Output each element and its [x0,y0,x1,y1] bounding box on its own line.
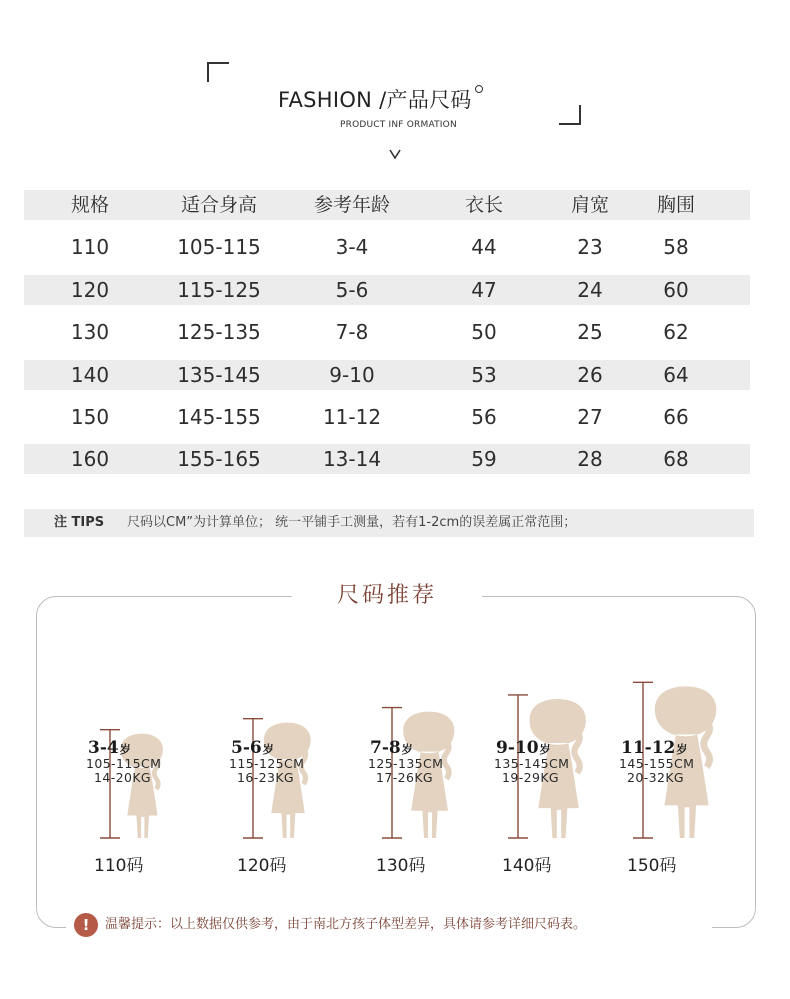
child-silhouette-icon [90,0,200,999]
table-cell: 160 [70,447,110,472]
height-range: 115-125CM [229,756,305,771]
age-unit: 岁 [676,743,688,756]
table-cell: 26 [577,362,603,387]
height-range: 135-145CM [494,756,570,771]
warning-text: 温馨提示：以上数据仅供参考，由于南北方孩子体型差异，具体请参考详细尺码表。 [105,917,587,932]
table-cell: 13-14 [322,447,382,472]
table-cell: 56 [471,404,497,429]
table-cell: 62 [663,320,689,345]
table-cell: 59 [471,447,497,472]
page-title-text: FASHION /产品尺码 [278,88,472,112]
tips-label: 注 TIPS [54,515,105,530]
table-header-cell: 适合身高 [180,194,258,216]
table-cell: 140 [70,362,110,387]
weight-range: 20-32KG [627,770,685,785]
child-silhouette-icon [617,0,727,999]
height-range: 145-155CM [619,756,695,771]
panel-title: 尺码推荐 [336,583,437,608]
table-cell: 155-165 [177,447,261,472]
table-cell: 9-10 [329,362,375,387]
table-cell: 110 [70,235,110,260]
table-header-cell: 肩宽 [570,194,610,216]
table-cell: 58 [663,235,689,260]
child-silhouette-icon [231,0,341,999]
page-subtitle: PRODUCT INF ORMATION [340,120,457,130]
table-cell: 135-145 [177,362,261,387]
table-cell: 105-115 [177,235,261,260]
table-cell: 50 [471,320,497,345]
table-header-cell: 规格 [70,194,110,216]
table-header-cell: 参考年龄 [313,194,391,216]
table-cell: 11-12 [322,404,382,429]
table-cell: 115-125 [177,277,261,302]
age-range: 3-4 [88,738,119,758]
weight-range: 16-23KG [237,770,295,785]
table-header-cell: 衣长 [464,194,504,216]
age-unit: 岁 [401,743,413,756]
table-cell: 130 [70,320,110,345]
corner-bracket-top-left [207,62,229,82]
height-range: 105-115CM [86,756,162,771]
height-range: 125-135CM [368,756,444,771]
table-cell: 66 [663,404,689,429]
size-code: 120码 [237,856,287,876]
table-cell: 47 [471,277,497,302]
table-cell: 64 [663,362,689,387]
exclamation-icon: ! [74,913,98,937]
table-cell: 27 [577,404,603,429]
size-code: 130码 [376,856,426,876]
weight-range: 19-29KG [502,770,560,785]
table-header-cell: 胸围 [656,194,696,216]
table-cell: 3-4 [335,235,369,260]
table-cell: 23 [577,235,603,260]
table-cell: 25 [577,320,603,345]
table-cell: 7-8 [335,320,369,345]
age-range: 7-8 [370,738,401,758]
table-cell: 28 [577,447,603,472]
table-cell: 53 [471,362,497,387]
table-cell: 68 [663,447,689,472]
age-label [88,738,131,758]
age-range: 9-10 [496,738,539,758]
table-cell: 145-155 [177,404,261,429]
age-unit: 岁 [539,743,551,756]
age-unit: 岁 [119,743,131,756]
weight-range: 17-26KG [376,770,434,785]
age-range: 11-12 [621,738,676,758]
child-silhouette-icon [494,0,604,999]
age-label [496,738,551,758]
size-code: 110码 [94,856,144,876]
tips-text: 尺码以CM”为计算单位； 统一平铺手工测量，若有1-2cm的误差属正常范围； [127,515,577,530]
size-code: 140码 [502,856,552,876]
age-label [370,738,413,758]
age-label [231,738,274,758]
table-cell: 24 [577,277,603,302]
table-cell: 5-6 [335,277,369,302]
child-silhouette-icon [370,0,480,999]
table-cell: 125-135 [177,320,261,345]
table-cell: 44 [471,235,497,260]
table-cell: 60 [663,277,689,302]
age-label [621,738,687,758]
weight-range: 14-20KG [94,770,152,785]
table-cell: 150 [70,404,110,429]
age-range: 5-6 [231,738,262,758]
size-code: 150码 [627,856,677,876]
age-unit: 岁 [262,743,274,756]
table-cell: 120 [70,277,110,302]
